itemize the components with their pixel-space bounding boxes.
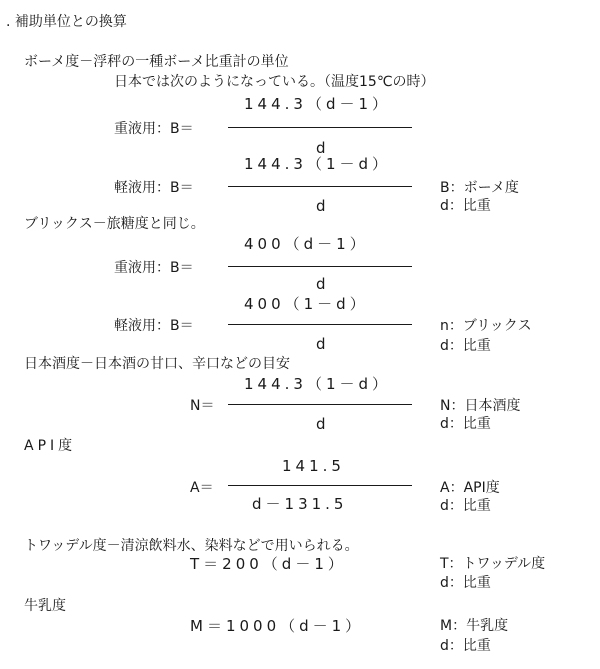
baume-heavy-numerator: 144.3（d－1） [244,95,392,113]
sake-denominator: d [316,415,329,433]
sake-legend-1: N：日本酒度 [440,398,521,414]
twaddell-formula: T＝200（d－1） [190,555,347,573]
baume-heavy-label: 重液用：B＝ [114,121,194,137]
baume-title: ボーメ度－浮秤の一種ボーメ比重計の単位 [24,54,289,70]
brix-heavy-numerator: 400（d－1） [244,235,369,253]
baume-light-numerator: 144.3（1－d） [244,155,392,173]
milk-legend-2: d：比重 [440,638,491,654]
baume-light-denominator: d [316,197,329,215]
brix-light-denominator: d [316,335,329,353]
baume-light-label: 軽液用：B＝ [114,180,194,196]
api-legend-2: d：比重 [440,498,491,514]
baume-legend-2: d：比重 [440,198,491,214]
sake-numerator: 144.3（1－d） [244,375,392,393]
milk-title: 牛乳度 [24,598,66,614]
brix-legend-2: d：比重 [440,338,491,354]
baume-legend-1: B：ボーメ度 [440,180,519,196]
baume-light-fraction-bar [228,186,412,187]
sake-title: 日本酒度－日本酒の甘口、辛口などの目安 [24,356,290,372]
milk-formula: M＝1000（d－1） [190,617,365,635]
baume-heavy-fraction-bar [228,127,412,128]
sake-label: N＝ [190,398,215,414]
brix-title: ブリックス－旅糖度と同じ。 [24,216,205,232]
api-denominator: d－131.5 [252,495,348,513]
brix-heavy-fraction-bar [228,266,412,267]
baume-heavy-denominator: d [316,139,329,157]
api-legend-1: A：API度 [440,480,500,496]
api-title: API度 [24,438,77,454]
brix-legend-1: n：ブリックス [440,318,532,334]
sake-legend-2: d：比重 [440,416,491,432]
twaddell-legend-2: d：比重 [440,575,491,591]
brix-heavy-label: 重液用：B＝ [114,260,194,276]
section-heading: . 補助単位との換算 [6,14,127,30]
twaddell-title: トワッデル度－清涼飲料水、染料などで用いられる。 [24,538,359,554]
baume-intro: 日本では次のようになっている。（温度15℃の時） [114,74,435,90]
api-label: A＝ [190,480,214,496]
sake-fraction-bar [228,404,412,405]
api-fraction-bar [228,485,412,486]
brix-light-label: 軽液用：B＝ [114,318,194,334]
milk-legend-1: M：牛乳度 [440,618,509,634]
brix-heavy-denominator: d [316,275,329,293]
brix-light-fraction-bar [228,324,412,325]
api-numerator: 141.5 [282,457,345,475]
twaddell-legend-1: T：トワッデル度 [440,556,546,572]
brix-light-numerator: 400（1－d） [244,295,369,313]
